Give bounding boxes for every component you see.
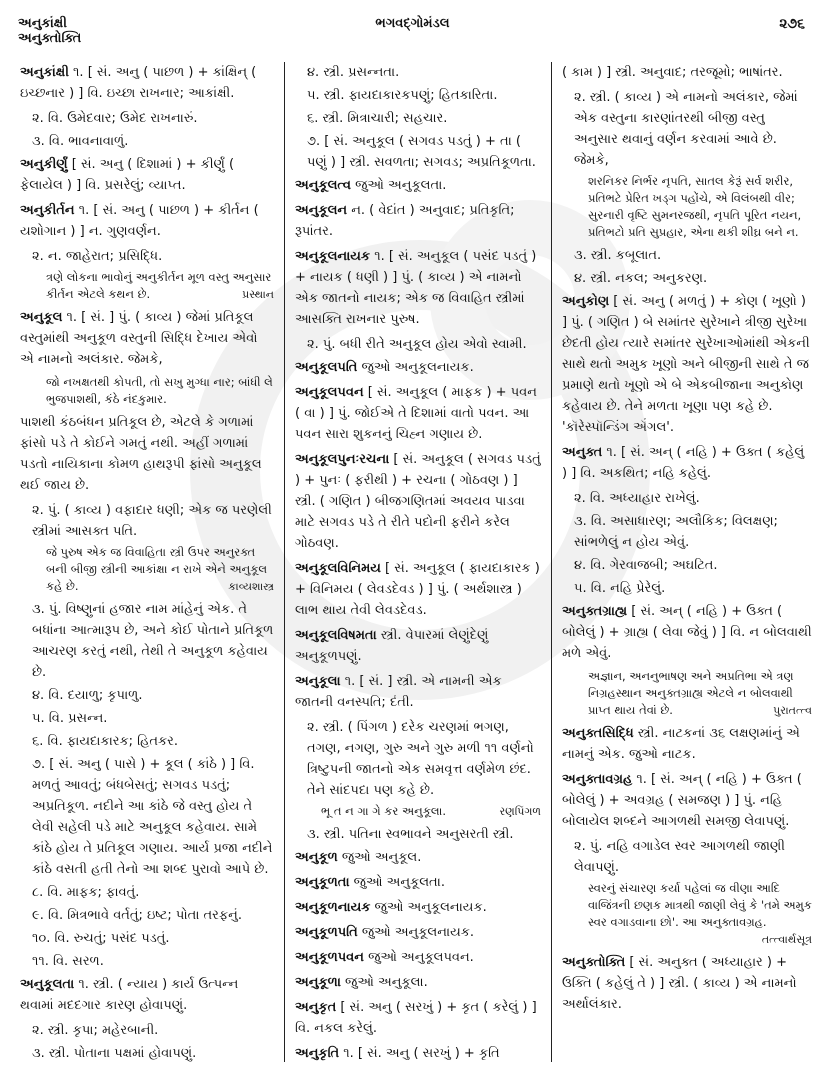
sense-line: ૪. વિ. દયાળુ; કૃપાળુ. xyxy=(32,688,143,703)
column-1 xyxy=(20,62,284,1062)
entry-headword: અનુકૂલપતિ xyxy=(295,360,358,375)
sense-line: ૨. ન. જાહેરાત; પ્રસિદ્ધિ. xyxy=(32,249,163,264)
entry-definition: ૧. [ સં. ] સ્ત્રી. એ નામની એક જાતની વનસ્પતિ; દંતી. xyxy=(295,674,502,710)
dictionary-entry xyxy=(562,952,812,1015)
sense-line: ૫. સ્ત્રી. ફાયદાકારકપણું; હિતકારિતા. xyxy=(307,88,498,103)
entry-definition: સ્ત્રી. નાટકનાં ૩૬ લક્ષણમાંનું એ નામનું એક. જુઓ નાટક. xyxy=(562,726,800,762)
quote-source: તત્ત્વાર્થસૂત્ર xyxy=(761,933,812,946)
entry-headword: અનુકીર્તન xyxy=(20,203,75,218)
entry-definition: [ સં. અનુ ( મળતું ) + કોણ ( ખૂણો ) ] પું. ( ગણિત ) બે સમાંતર સુરેખાને ત્રીજી સુરેખા છેદતી હોય ત્યારે સમાંતર સુરેખાઓમાંથી એકની સાથે થતો અમુક ખૂણો અને બીજીની સાથે તે જ પ્રમાણે થતો ખૂણો એ બે એકબીજાના અનુકોણ કહેવાય છે. તેને મળતા ખૂણા પણ કહે છે. 'કૉરેસ્પૉન્ડિંગ ઍંગલ'. xyxy=(562,294,810,435)
quote-source: રણપિંગળ xyxy=(499,805,541,818)
dictionary-entry xyxy=(295,175,541,196)
sense-line: ૨. પું. બધી રીતે અનુકૂલ હોય એવો સ્વામી. xyxy=(307,337,527,352)
sense-line: ૪. વિ. ગેરવાજબી; અઘટિત. xyxy=(574,558,718,573)
entry-definition: જુઓ અનુકૂલતા. xyxy=(349,875,445,890)
entry-headword: અનુકૂલન xyxy=(295,203,348,218)
entry-definition: જુઓ અનુકૂલા. xyxy=(340,975,428,990)
entry-definition: [ સં. અનુક્ત ( અધ્યાહાર ) + ઉક્તિ ( કહેલું તે ) ] સ્ત્રી. ( કાવ્ય ) એ નામનો અર્થાલંકાર. xyxy=(562,955,797,1012)
entry-definition: [ સં. અનુકૂલ ( માફક ) + પવન ( વા ) ] પું. જોઈએ તે દિશામાં વાતો પવન. આ પવન સારા શુકનનું ચિહ્ન ગણાય છે. xyxy=(295,385,537,442)
entry-headword: અનુકૂળનાયક xyxy=(295,900,371,915)
entry-definition: ૧. [ સં. અન્ ( નહિ ) + ઉક્ત ( બોલેલું ) + અવગ્રહ ( સમજણ ) ] પું. નહિ બોલાયેલ શબ્દને આગળથી સમજી લેવાપણું. xyxy=(562,772,802,829)
quote-text: જે પુરુષ એક જ વિવાહિતા સ્ત્રી ઉપર અનુરક્ત બની બીજી સ્ત્રીની આકાંક્ષા ન રાખે એને અનુકૂલ કહે છે. xyxy=(46,545,268,593)
dictionary-entry xyxy=(295,625,541,667)
guide-word-first: અનુકાંક્ષી xyxy=(18,16,67,31)
dictionary-entry xyxy=(20,62,274,104)
dictionary-columns xyxy=(20,62,812,1062)
dictionary-entry xyxy=(562,769,812,832)
sense-line: ૭. [ સં. અનુ ( પાસે ) + કૂલ ( કાંઠે ) ] વિ. મળતું આવતું; બંધબેસતું; સગવડ પડતું; અપ્રતિકૂળ. નદીને આ કાંઠે જે વસ્તુ હોય તે લેવી સહેલી પડે માટે અનુકૂલ કહેવાય. સામે કાંઠે હોય તે પ્રતિકૂલ ગણાય. આર્ય પ્રજા નદીને કાંઠે વસતી હતી તેનો આ શબ્દ પુરાવો આપે છે. xyxy=(32,757,273,877)
sense-line: ૩. વિ. અસાધારણ; અલૌકિક; વિલક્ષણ; સાંભળેલું ન હોય એવું. xyxy=(574,514,778,550)
dictionary-entry xyxy=(295,897,541,918)
entry-headword: અનુકૂલ xyxy=(20,310,63,325)
citation-quote xyxy=(20,374,274,408)
dictionary-entry xyxy=(295,200,541,242)
entry-headword: અનુકૂલવિનિમય xyxy=(295,561,381,576)
sense-line: ૨. પું. ( કાવ્ય ) વફાદાર ધણી; એક જ પરણેલી સ્ત્રીમાં આસક્ત પતિ. xyxy=(32,503,272,539)
dictionary-entry xyxy=(562,723,812,765)
quote-source: પુરાતત્ત્વ xyxy=(773,704,812,717)
entry-definition: [ સં. અનુકૂલ ( સગવડ પડતું ) + પુનઃ ( ફરીથી ) + રચના ( ગોઠવણ ) ] સ્ત્રી. ( ગણિત ) બીજગણિતમાં અવયવ પાડવા માટે સગવડ પડે તે રીતે પદોની ફરીને કરેલ ગોઠવણ. xyxy=(295,452,541,551)
sense-line: ૧૦. વિ. રુચતું; પસંદ પડતું. xyxy=(32,931,170,946)
citation-quote xyxy=(562,173,812,241)
quote-text: ત્રણે લોકના ભાવોનું અનુકીર્તન મૂળ વસ્તુ અનુસાર કીર્તન એટલે કથન છે. xyxy=(46,270,272,301)
entry-definition: ૧. [ સં. અનુ ( પાછળ ) + કાંક્ષિન્ ( ઇચ્છનાર ) ] વિ. ઇચ્છા રાખનાર; આકાંક્ષી. xyxy=(20,65,257,101)
continuation-text: ( કામ ) ] સ્ત્રી. અનુવાદ; તરજૂમો; ભાષાંતર. xyxy=(562,65,783,80)
dictionary-entry xyxy=(295,357,541,378)
entry-definition: [ સં. અનુ ( દિશામાં ) + કીર્ણું ( ફેલાયેલ ) ] વિ. પ્રસરેલું; વ્યાપ્ત. xyxy=(20,157,235,193)
dictionary-entry xyxy=(295,947,541,968)
sense-line: ૩. સ્ત્રી. કબૂલાત. xyxy=(574,248,662,263)
entry-headword: અનુકૂલત્વ xyxy=(295,178,351,193)
sense-line: ૨. વિ. અધ્યાહાર રાખેલું. xyxy=(574,491,700,506)
dictionary-entry xyxy=(295,449,541,554)
entry-definition: જુઓ અનુકૂલતા. xyxy=(350,178,447,193)
sense-line: ૯. વિ. મિત્રભાવે વર્તતું; ઇષ્ટ; પોતા તરફનું. xyxy=(32,908,242,923)
dictionary-entry xyxy=(295,847,541,868)
entry-headword: અનુકૂળા xyxy=(295,975,341,990)
quote-source: કાવ્યશાસ્ત્ર xyxy=(228,580,274,593)
entry-definition: ૧. [ સં. અનુ ( પાછળ ) + કીર્તન ( યશોગાન ) ] ન. ગુણવર્ણન. xyxy=(20,203,259,239)
entry-definition: સ્ત્રી. વેપારમાં લેણુંદેણું અનુકૂળપણું. xyxy=(295,628,489,664)
dictionary-entry xyxy=(562,442,812,484)
citation-quote xyxy=(295,803,541,820)
entry-definition: [ સં. અનુ ( સરખું ) + કૃત ( કરેલું ) ] વિ. નકલ કરેલું. xyxy=(295,1000,537,1036)
sense-line: ૬. સ્ત્રી. મિત્રાચારી; સહચાર. xyxy=(307,111,448,126)
entry-headword: અનુકોણ xyxy=(562,294,610,309)
quote-text: જો નખક્ષતથી કોપતી, તો સખુ મુગ્ધા નાર; બાંધી લે ભુજપાશથી, કંઠે નંદકુમાર. xyxy=(46,375,273,406)
entry-headword: અનુકૂલા xyxy=(295,674,341,689)
sense-line: ૨. વિ. ઉમેદવાર; ઉમેદ રાખનારું. xyxy=(32,111,198,126)
quote-source: પ્રસ્થાન xyxy=(242,288,274,301)
entry-headword: અનુકૃતિ xyxy=(295,1046,340,1061)
sense-line: ૫. વિ. પ્રસન્ન. xyxy=(32,711,108,726)
entry-definition: ૧. [ સં. અન્ ( નહિ ) + ઉક્ત ( કહેલું ) ] વિ. અકથિત; નહિ કહેલું. xyxy=(562,445,805,481)
quote-text: અજ્ઞાન, અનનુભાષણ અને અપ્રતિભા એ ત્રણ નિગ્રહસ્થાન અનુક્તગ્રાહ્ય એટલે ન બોલવાથી પ્રાપ્ત થાય તેવાં છે. xyxy=(588,669,794,717)
guide-word-last: અનુક્તોક્તિ xyxy=(18,31,82,46)
entry-definition: ૧. [ સં. ] પું. ( કાવ્ય ) જેમાં પ્રતિકૂલ વસ્તુમાંથી અનુકૂળ વસ્તુની સિદ્ધિ દેખાય એવો એ નામનો અલંકાર. જેમકે, xyxy=(20,310,258,367)
entry-definition: ૧. સ્ત્રી. ( ન્યાય ) કાર્ય ઉત્પન્ન થવામાં મદદગાર કારણ હોવાપણું. xyxy=(20,977,239,1013)
entry-definition: [ સં. અન્ ( નહિ ) + ઉક્ત ( બોલેલું ) + ગ્રાહ્ય ( લેવા જેવું ) ] વિ. ન બોલવાથી મળે એવું. xyxy=(562,604,812,661)
column-3 xyxy=(552,62,812,1062)
sense-line: ૧૧. વિ. સરળ. xyxy=(32,954,104,969)
quote-text: સ્વરનું સંચારણ કર્યા પહેલાં જ વીણા આદિ વાજિંત્રની છણક માત્રથી જાણી લેવું કે 'તમે અમુક સ્વર વગાડવાના છો'. આ અનુક્તાવગ્રહ. xyxy=(588,881,812,929)
entry-headword: અનુકૂલવિષમતા xyxy=(295,628,377,643)
sense-line: ૫. વિ. નહિ પ્રેરેલું. xyxy=(574,581,666,596)
entry-definition: [ સં. અનુકૂલ ( ફાયદાકારક ) + વિનિમય ( લેવડદેવડ ) ] પું. ( અર્થશાસ્ત્ર ) લાભ થાય તેવી લેવડદેવડ. xyxy=(295,561,540,618)
entry-headword: અનુક્તાવગ્રહ xyxy=(562,772,633,787)
dictionary-entry xyxy=(562,291,812,438)
entry-definition: ૧. [ સં. અનુ ( સરખું ) + કૃતિ xyxy=(339,1046,500,1061)
entry-headword: અનુકૂળપવન xyxy=(295,950,364,965)
entry-headword: અનુકૂળ xyxy=(295,850,338,865)
sense-line: ૩. પું. વિષ્ણુનાં હજાર નામ માંહેનું એક. તે બધાંના આત્મારૂપ છે, અને કોઈ પોતાને પ્રતિકૂળ આચરણ કરતું નથી, તેથી તે અનુકૂળ કહેવાય છે. xyxy=(32,602,274,680)
entry-headword: અનુકાંક્ષી xyxy=(20,65,69,80)
sense-line: ૨. સ્ત્રી. ( પિંગળ ) દરેક ચરણમાં ભગણ, તગણ, નગણ, ગુરુ અને ગુરુ મળી ૧૧ વર્ણનો ત્રિષ્ટુપની જાતનો એક સમવૃત્ત વર્ણમેળ છંદ. તેને સાંદપદા પણ કહે છે. xyxy=(307,720,534,798)
page-number: ૨૭૬ xyxy=(779,16,805,32)
dictionary-entry xyxy=(20,200,274,242)
entry-definition: જુઓ અનુકૂલનાયક. xyxy=(357,925,475,940)
entry-headword: અનુકૃત xyxy=(295,1000,337,1015)
citation-quote xyxy=(562,668,812,719)
entry-headword: અનુકૂલનાયક xyxy=(295,249,371,264)
dictionary-entry xyxy=(20,974,274,1016)
dictionary-entry xyxy=(295,671,541,713)
dictionary-entry xyxy=(295,922,541,943)
citation-quote xyxy=(562,880,812,948)
entry-headword: અનુક્ત xyxy=(562,445,603,460)
dictionary-entry xyxy=(295,558,541,621)
entry-headword: અનુકૂલપુનઃરચના xyxy=(295,452,390,467)
entry-headword: અનુકૂલતા xyxy=(20,977,75,992)
entry-headword: અનુકૂળતા xyxy=(295,875,350,890)
dictionary-entry xyxy=(295,246,541,330)
sense-line: ૪. સ્ત્રી. પ્રસન્નતા. xyxy=(307,65,400,80)
dictionary-entry xyxy=(295,972,541,993)
sense-line: ૨. સ્ત્રી. ( કાવ્ય ) એ નામનો અલંકાર, જેમાં એક વસ્તુના કારણાંતરથી બીજી વસ્તુ અનુસાર થવાનું વર્ણન કરવામાં આવે છે. જેમકે, xyxy=(574,90,798,168)
sense-line: ૪. સ્ત્રી. નકલ; અનુકરણ. xyxy=(574,271,708,286)
entry-definition: જુઓ અનુકૂલ. xyxy=(337,850,422,865)
citation-quote xyxy=(20,269,274,303)
running-title: ભગવદ્ગોમંડલ xyxy=(375,16,450,31)
entry-headword: અનુક્તગ્રાહ્ય xyxy=(562,604,628,619)
dictionary-entry xyxy=(295,1043,541,1062)
entry-definition: જુઓ અનુકૂલનાયક. xyxy=(357,360,474,375)
sense-line: ૩. વિ. ભાવનાવાળું. xyxy=(32,134,129,149)
sense-line: ૩. સ્ત્રી. પોતાના પક્ષમાં હોવાપણું. xyxy=(32,1046,197,1061)
dictionary-entry xyxy=(295,382,541,445)
entry-headword: અનુક્તોક્તિ xyxy=(562,955,626,970)
entry-headword: અનુક્તસિદ્ધિ xyxy=(562,726,634,741)
page-header xyxy=(18,16,807,56)
column-2 xyxy=(284,62,552,1062)
dictionary-entry xyxy=(562,601,812,664)
entry-definition: ૧. [ સં. અનુકૂલ ( પસંદ પડતું ) + નાયક ( ધણી ) ] પું. ( કાવ્ય ) એ નામનો એક જાતનો નાયક; એક જ વિવાહિત સ્ત્રીમાં આસક્તિ રાખનાર પુરુષ. xyxy=(295,249,537,327)
entry-headword: અનુકૂલપવન xyxy=(295,385,364,400)
dictionary-entry xyxy=(295,997,541,1039)
entry-headword: અનુકૂળપતિ xyxy=(295,925,358,940)
dictionary-entry xyxy=(20,154,274,196)
entry-headword: અનુકીર્ણું xyxy=(20,157,68,172)
sense-line: ૭. [ સં. અનુકૂલ ( સગવડ પડતું ) + તા ( પણું ) ] સ્ત્રી. સવળતા; સગવડ; અપ્રતિકૂળતા. xyxy=(307,134,536,170)
sense-line: ૨. સ્ત્રી. કૃપા; મહેરબાની. xyxy=(32,1023,159,1038)
sense-line: ૩. સ્ત્રી. પતિના સ્વભાવને અનુસરતી સ્ત્રી. xyxy=(307,827,514,842)
entry-definition: જુઓ અનુકૂલનાયક. xyxy=(370,900,487,915)
sense-line: ૨. પું. નહિ વગાડેલ સ્વર આગળથી જાણી લેવાપણું. xyxy=(574,839,785,875)
entry-definition: જુઓ અનુકૂલપવન. xyxy=(363,950,474,965)
quote-text: ભૂ ત ન ગા ગે કર અનુકૂલા. xyxy=(321,804,446,818)
quote-text: શરનિકર નિર્ભર નૃપતિ, સાતલ કેરૂં સર્વ શરીર, પ્રતિભટે પ્રેરિત ખડ્ગ પહોંચે, એ વિલંબથી વીર; સુરનારી વૃષ્ટિ સુમનરજથી, નૃપતિ પૂરિત નયન, પ્રતિભટો પ્રતિ સુપ્રહાર, એના થકી શીઘ્ર બને ન. xyxy=(588,174,802,239)
sense-line: ૬. વિ. ફાયદાકારક; હિતકર. xyxy=(32,734,179,749)
citation-quote xyxy=(20,544,274,595)
sense-line: ૮. વિ. માફક; ફાવતું. xyxy=(32,885,140,900)
dictionary-entry xyxy=(295,872,541,893)
continuation-text: પાશથી કંઠબંધન પ્રતિકૂલ છે, એટલે કે ગળામાં ફાંસો પડે તે કોઈને ગમતું નથી. અહીં ગળામાં પડતો નાયિકાના કોમળ હાથરૂપી ફાંસો અનુકૂલ થઈ જાય છે. xyxy=(20,415,262,493)
dictionary-entry xyxy=(20,307,274,370)
entry-definition: ન. ( વેદાંત ) અનુવાદ; પ્રતિકૃતિ; રૂપાંતર. xyxy=(295,203,515,239)
